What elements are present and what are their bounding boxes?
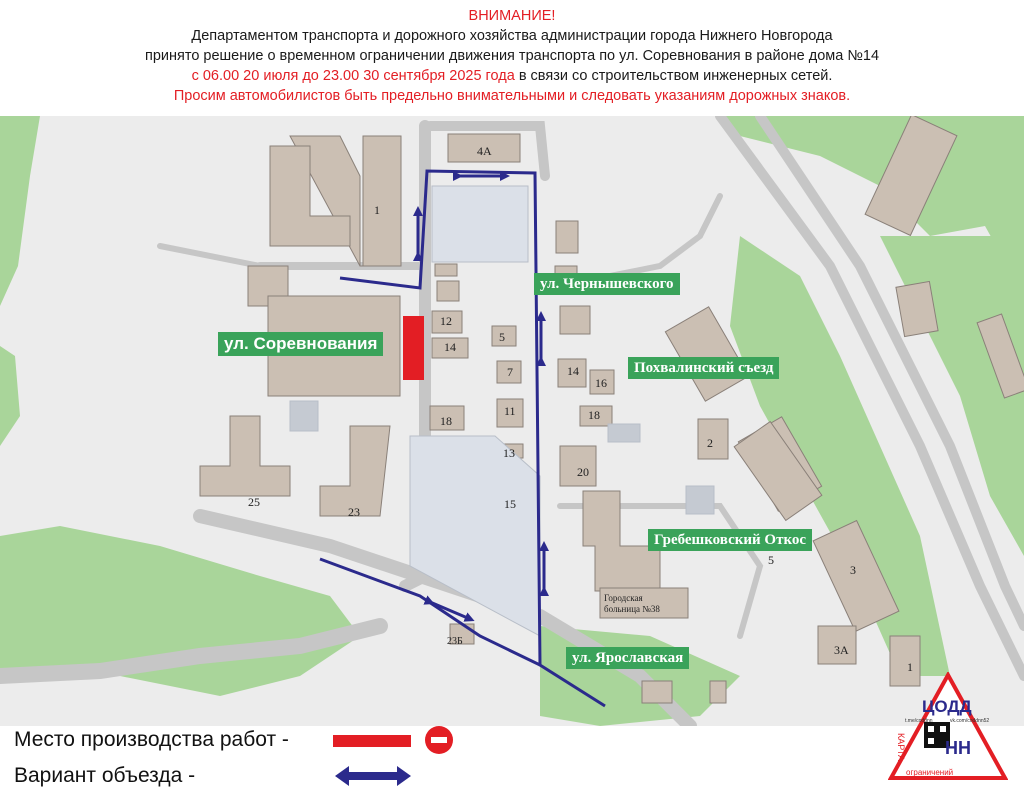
building-13: 13: [503, 446, 515, 460]
street-label-yaroslavskaya: ул. Ярославская: [566, 647, 689, 669]
building-d1: 1: [907, 660, 913, 674]
notice-line-4: Просим автомобилистов быть предельно внимательными и следовать указаниям дорожных знаков.: [173, 88, 851, 104]
building-14: 14: [444, 340, 456, 354]
building-15: 15: [504, 497, 516, 511]
building-d2: 2: [707, 436, 713, 450]
hospital-label-line2: больница №38: [604, 604, 660, 614]
building-c20: 20: [577, 465, 589, 479]
building-11: 11: [504, 404, 516, 418]
logo-nn: НН: [945, 738, 971, 758]
building-c14: 14: [567, 364, 579, 378]
legend-closure-bar: [333, 735, 411, 747]
building-d3: 3: [850, 563, 856, 577]
street-label-grebeshkovsky: Гребешковский Откос: [648, 529, 812, 551]
building-7: 7: [507, 365, 513, 379]
building-c18: 18: [588, 408, 600, 422]
logo-small-left: t.me/coddnn: [905, 718, 933, 724]
notice-line-1: Департаментом транспорта и дорожного хозяйства администрации города Нижнего Новгорода: [191, 28, 833, 44]
building-5: 5: [499, 330, 505, 344]
logo-small-right: vk.com/coddnn52: [950, 718, 990, 724]
notice-line-2: принято решение о временном ограничении движения транспорта по ул. Соревнования в районе дома №14: [144, 48, 880, 64]
building-c16: 16: [595, 376, 607, 390]
building-18: 18: [440, 414, 452, 428]
legend-work-site: Место производства работ -: [14, 728, 289, 751]
legend-detour-arrow: [333, 763, 413, 789]
logo-side-text: КАРТА: [896, 732, 907, 762]
building-23: 23: [348, 505, 360, 519]
building-4a: 4А: [477, 144, 492, 158]
building-1: 1: [374, 203, 380, 217]
building-25: 25: [248, 495, 260, 509]
notice-dates: с 06.00 20 июля до 23.00 30 сентября 2025 года: [191, 68, 515, 84]
codd-logo: [888, 672, 1008, 782]
notice-reason: в связи со строительством инженерных сетей.: [514, 68, 833, 84]
logo-title: ЦОДД: [922, 697, 972, 716]
building-12: 12: [440, 314, 452, 328]
building-23b: 23Б: [447, 636, 463, 647]
notice-line-3: [0, 66, 1024, 86]
hospital-label-line1: Городская: [604, 593, 643, 603]
closure-marker: [403, 316, 424, 380]
legend-detour: Вариант объезда -: [14, 764, 196, 787]
attention-title: ВНИМАНИЕ!: [468, 8, 556, 24]
logo-bottom-text: ограничений: [906, 768, 954, 777]
notice-header: [0, 6, 1024, 106]
closure-map: [0, 116, 1024, 726]
street-label-pokhvalinsky: Похвалинский съезд: [628, 357, 779, 379]
building-d3a: 3А: [834, 643, 849, 657]
building-d5: 5: [768, 553, 774, 567]
no-entry-icon: [425, 726, 453, 754]
street-label-chernyshevskogo: ул. Чернышевского: [534, 273, 680, 295]
street-label-sorevnovaniya: ул. Соревнования: [218, 332, 383, 356]
